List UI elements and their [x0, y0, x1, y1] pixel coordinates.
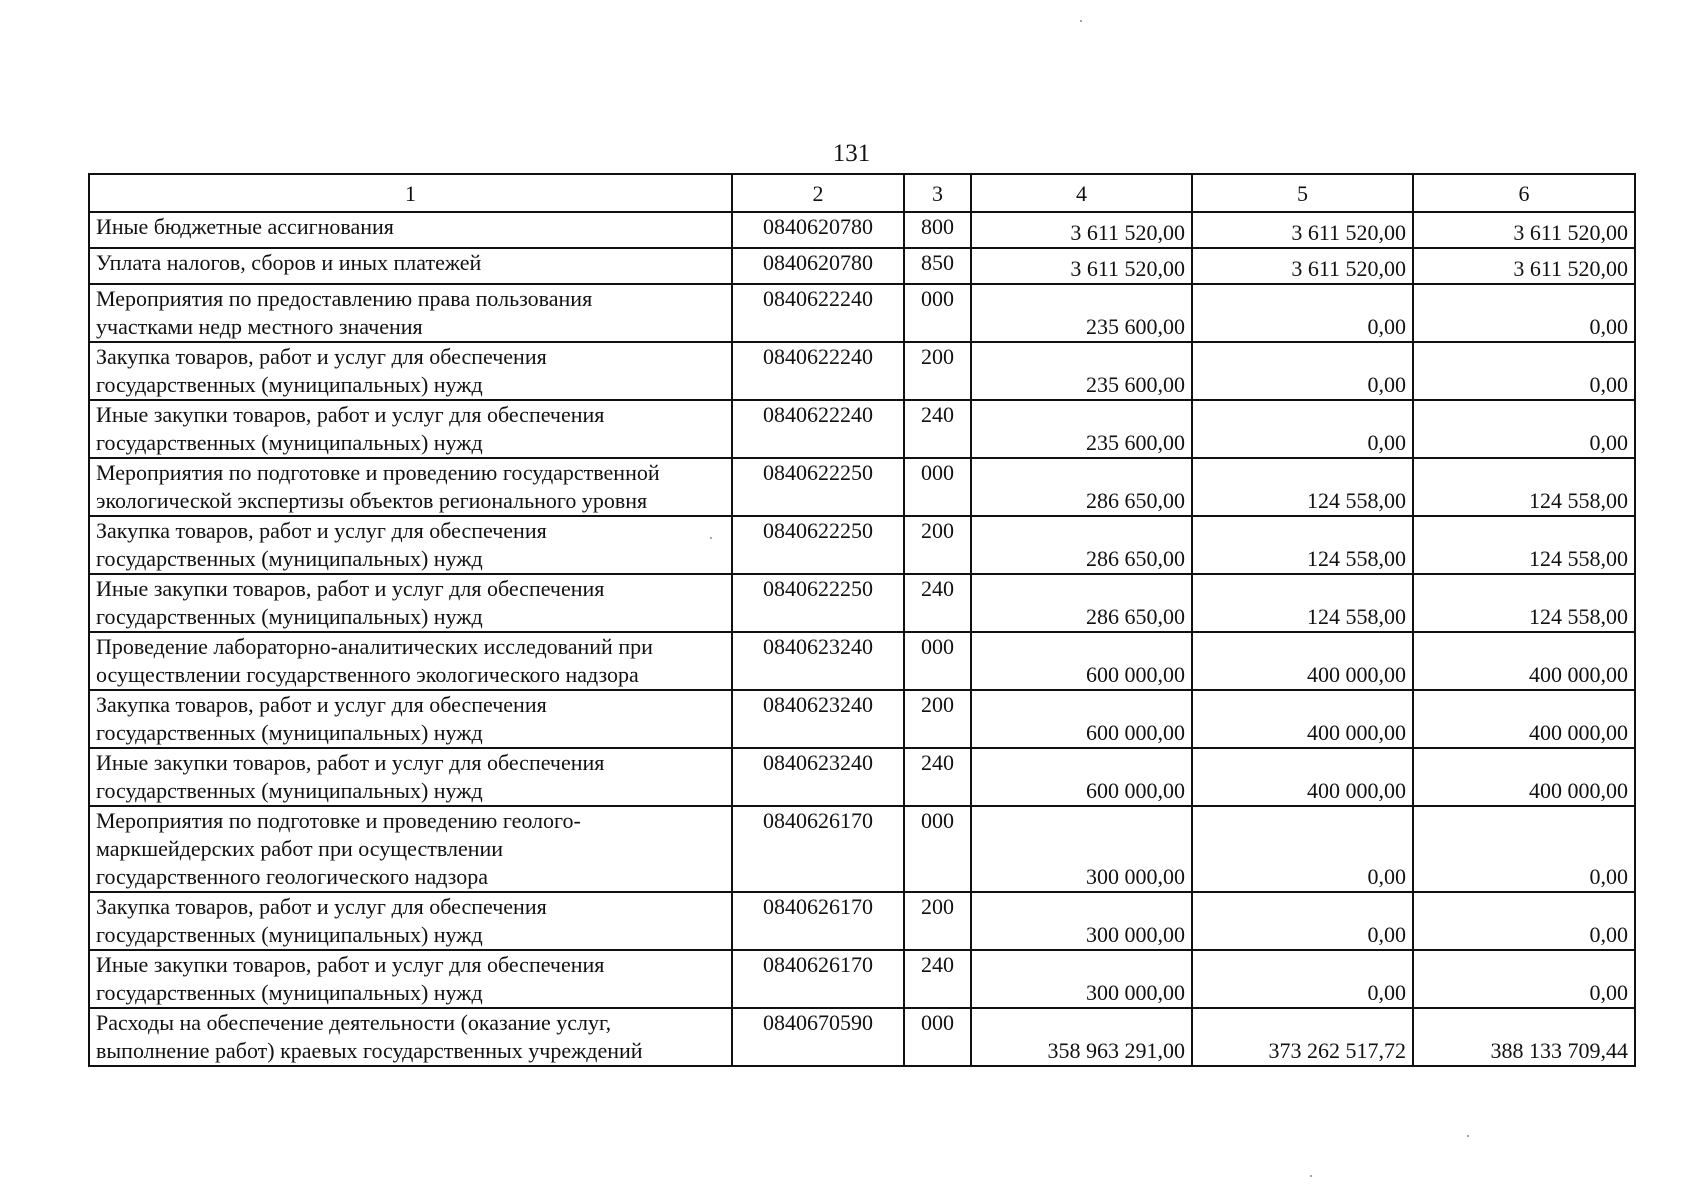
- row-code: 0840626170: [732, 950, 904, 1008]
- row-name: [89, 284, 732, 342]
- table-row: [89, 892, 1635, 950]
- row-name: [89, 516, 732, 574]
- row-name-line: государственных (муниципальных) нужд: [96, 778, 483, 803]
- column-number-4: 4: [971, 174, 1192, 212]
- row-name-line: Иные закупки товаров, работ и услуг для обеспечения: [96, 750, 605, 775]
- row-value-col6: 0,00: [1413, 342, 1635, 400]
- row-value-col5: 0,00: [1192, 806, 1413, 892]
- row-code: 0840622240: [732, 342, 904, 400]
- row-value-col6: 0,00: [1413, 284, 1635, 342]
- row-value-col4: 286 650,00: [971, 458, 1192, 516]
- row-value-col6: 400 000,00: [1413, 690, 1635, 748]
- table-row: [89, 342, 1635, 400]
- table-row: [89, 458, 1635, 516]
- row-value-col5: 0,00: [1192, 400, 1413, 458]
- table-row: [89, 690, 1635, 748]
- row-name: [89, 748, 732, 806]
- row-value-col4: 300 000,00: [971, 806, 1192, 892]
- row-code: 0840620780: [732, 248, 904, 284]
- row-value-col5: 3 611 520,00: [1192, 212, 1413, 248]
- row-value-col6: 0,00: [1413, 892, 1635, 950]
- column-number-2: 2: [732, 174, 904, 212]
- row-name: [89, 212, 732, 248]
- row-value-col5: 0,00: [1192, 284, 1413, 342]
- row-name-line: государственных (муниципальных) нужд: [96, 922, 483, 947]
- row-value-col4: 600 000,00: [971, 632, 1192, 690]
- row-expense-type: 240: [904, 748, 971, 806]
- row-expense-type: 000: [904, 1008, 971, 1066]
- row-code: 0840620780: [732, 212, 904, 248]
- row-name: [89, 574, 732, 632]
- row-value-col6: 3 611 520,00: [1413, 248, 1635, 284]
- column-number-6: 6: [1413, 174, 1635, 212]
- row-expense-type: 850: [904, 248, 971, 284]
- row-name-line: государственных (муниципальных) нужд: [96, 372, 483, 397]
- row-value-col6: 124 558,00: [1413, 516, 1635, 574]
- table-row: [89, 806, 1635, 892]
- table-row: [89, 632, 1635, 690]
- column-number-3: 3: [904, 174, 971, 212]
- row-name-line: Закупка товаров, работ и услуг для обеспечения: [96, 344, 547, 369]
- row-value-col5: 3 611 520,00: [1192, 248, 1413, 284]
- row-value-col5: 373 262 517,72: [1192, 1008, 1413, 1066]
- row-value-col5: 124 558,00: [1192, 516, 1413, 574]
- row-name-line: Закупка товаров, работ и услуг для обеспечения: [96, 894, 547, 919]
- row-code: 0840622240: [732, 400, 904, 458]
- row-value-col4: 235 600,00: [971, 400, 1192, 458]
- scan-speck: [1467, 1135, 1469, 1137]
- row-value-col6: 3 611 520,00: [1413, 212, 1635, 248]
- column-number-1: 1: [89, 174, 732, 212]
- row-name: [89, 248, 732, 284]
- table-row: [89, 400, 1635, 458]
- row-value-col4: 286 650,00: [971, 574, 1192, 632]
- table-row: [89, 516, 1635, 574]
- table-row: [89, 1008, 1635, 1066]
- row-value-col4: 300 000,00: [971, 892, 1192, 950]
- row-name-line: Проведение лабораторно-аналитических исследований при: [96, 634, 653, 659]
- row-name: [89, 806, 732, 892]
- row-name-line: маркшейдерских работ при осуществлении: [96, 836, 504, 861]
- row-value-col6: 0,00: [1413, 400, 1635, 458]
- scan-speck: [1080, 20, 1082, 22]
- row-value-col4: 300 000,00: [971, 950, 1192, 1008]
- row-expense-type: 240: [904, 950, 971, 1008]
- column-number-row: [89, 174, 1635, 212]
- row-value-col6: 400 000,00: [1413, 632, 1635, 690]
- row-expense-type: 200: [904, 516, 971, 574]
- row-name-line: Расходы на обеспечение деятельности (оказание услуг,: [96, 1010, 612, 1035]
- row-value-col4: 3 611 520,00: [971, 212, 1192, 248]
- row-code: 0840623240: [732, 748, 904, 806]
- row-expense-type: 000: [904, 284, 971, 342]
- row-name: [89, 400, 732, 458]
- row-name-line: государственных (муниципальных) нужд: [96, 720, 483, 745]
- table-row: [89, 284, 1635, 342]
- row-name: [89, 632, 732, 690]
- row-name-line: Иные закупки товаров, работ и услуг для обеспечения: [96, 402, 605, 427]
- row-value-col4: 600 000,00: [971, 690, 1192, 748]
- row-name-line: Уплата налогов, сборов и иных платежей: [96, 250, 482, 275]
- row-value-col4: 358 963 291,00: [971, 1008, 1192, 1066]
- row-value-col5: 400 000,00: [1192, 748, 1413, 806]
- row-expense-type: 800: [904, 212, 971, 248]
- row-name: [89, 458, 732, 516]
- scan-speck: [1310, 1175, 1312, 1177]
- budget-table-body: [89, 174, 1635, 1066]
- row-expense-type: 200: [904, 690, 971, 748]
- row-value-col6: 0,00: [1413, 950, 1635, 1008]
- row-code: 0840623240: [732, 690, 904, 748]
- row-value-col4: 235 600,00: [971, 342, 1192, 400]
- row-value-col5: 400 000,00: [1192, 690, 1413, 748]
- row-expense-type: 000: [904, 458, 971, 516]
- row-name: [89, 892, 732, 950]
- row-expense-type: 240: [904, 400, 971, 458]
- row-expense-type: 240: [904, 574, 971, 632]
- budget-table: [88, 173, 1636, 1067]
- row-expense-type: 200: [904, 342, 971, 400]
- row-name-line: Закупка товаров, работ и услуг для обеспечения: [96, 692, 547, 717]
- row-name: [89, 342, 732, 400]
- table-row: [89, 248, 1635, 284]
- row-expense-type: 200: [904, 892, 971, 950]
- column-number-5: 5: [1192, 174, 1413, 212]
- row-name-line: государственных (муниципальных) нужд: [96, 430, 483, 455]
- row-code: 0840622240: [732, 284, 904, 342]
- row-code: 0840670590: [732, 1008, 904, 1066]
- row-name-line: участками недр местного значения: [96, 314, 423, 339]
- row-name-line: государственных (муниципальных) нужд: [96, 980, 483, 1005]
- row-value-col4: 235 600,00: [971, 284, 1192, 342]
- row-value-col6: 388 133 709,44: [1413, 1008, 1635, 1066]
- row-code: 0840626170: [732, 806, 904, 892]
- table-row: [89, 748, 1635, 806]
- row-code: 0840623240: [732, 632, 904, 690]
- row-code: 0840622250: [732, 574, 904, 632]
- row-value-col6: 0,00: [1413, 806, 1635, 892]
- row-name-line: Мероприятия по предоставлению права пользования: [96, 286, 593, 311]
- row-value-col4: 3 611 520,00: [971, 248, 1192, 284]
- row-name-line: Мероприятия по подготовке и проведению геолого-: [96, 808, 581, 833]
- row-code: 0840622250: [732, 516, 904, 574]
- row-name-line: осуществлении государственного экологического надзора: [96, 662, 639, 687]
- row-name-line: Иные бюджетные ассигнования: [96, 214, 394, 239]
- row-value-col5: 0,00: [1192, 892, 1413, 950]
- row-value-col5: 0,00: [1192, 342, 1413, 400]
- row-code: 0840622250: [732, 458, 904, 516]
- row-value-col6: 124 558,00: [1413, 574, 1635, 632]
- row-name-line: Иные закупки товаров, работ и услуг для обеспечения: [96, 952, 605, 977]
- table-row: [89, 950, 1635, 1008]
- row-code: 0840626170: [732, 892, 904, 950]
- row-value-col5: 124 558,00: [1192, 458, 1413, 516]
- row-value-col5: 0,00: [1192, 950, 1413, 1008]
- scan-speck: [710, 537, 712, 539]
- row-name-line: Иные закупки товаров, работ и услуг для обеспечения: [96, 576, 605, 601]
- row-name-line: государственных (муниципальных) нужд: [96, 546, 483, 571]
- row-value-col6: 400 000,00: [1413, 748, 1635, 806]
- row-name-line: Мероприятия по подготовке и проведению государственной: [96, 460, 660, 485]
- row-name-line: государственных (муниципальных) нужд: [96, 604, 483, 629]
- page-number: 131: [832, 140, 871, 167]
- row-name-line: экологической экспертизы объектов регионального уровня: [96, 488, 648, 513]
- row-expense-type: 000: [904, 632, 971, 690]
- row-name: [89, 950, 732, 1008]
- row-name: [89, 690, 732, 748]
- row-value-col6: 124 558,00: [1413, 458, 1635, 516]
- row-value-col4: 286 650,00: [971, 516, 1192, 574]
- row-value-col4: 600 000,00: [971, 748, 1192, 806]
- table-row: [89, 574, 1635, 632]
- row-name: [89, 1008, 732, 1066]
- row-name-line: выполнение работ) краевых государственных учреждений: [96, 1038, 643, 1063]
- row-expense-type: 000: [904, 806, 971, 892]
- row-value-col5: 400 000,00: [1192, 632, 1413, 690]
- table-row: [89, 212, 1635, 248]
- row-value-col5: 124 558,00: [1192, 574, 1413, 632]
- row-name-line: государственного геологического надзора: [96, 864, 488, 889]
- row-name-line: Закупка товаров, работ и услуг для обеспечения: [96, 518, 547, 543]
